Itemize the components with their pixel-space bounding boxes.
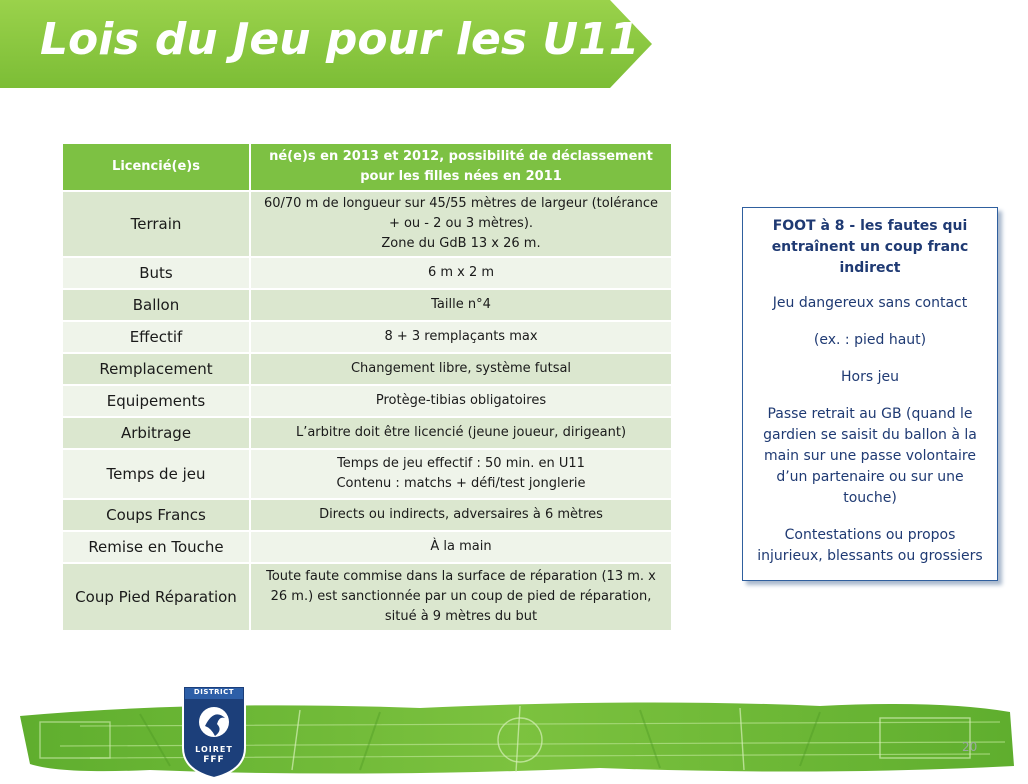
table-row-equipements [62, 385, 672, 417]
row-label: Buts [62, 257, 250, 289]
district-logo [181, 686, 247, 780]
row-label: Coup Pied Réparation [62, 563, 250, 631]
table-header-row [62, 143, 672, 191]
header-value-cell: né(e)s en 2013 et 2012, possibilité de déclassement pour les filles nées en 2011 [250, 143, 672, 191]
table-row-remise-en-touche [62, 531, 672, 563]
row-value: Toute faute commise dans la surface de réparation (13 m. x 26 m.) est sanctionnée par un coup de pied de réparation, situé à 9 mètres du but [250, 563, 672, 631]
faults-item: Passe retrait au GB (quand le gardien se saisit du ballon à la main sur une passe volontaire d’un partenaire ou sur une touche) [763, 406, 977, 506]
title-banner [0, 0, 652, 88]
row-value: 6 m x 2 m [250, 257, 672, 289]
row-value-line: 60/70 m de longueur sur 45/55 mètres de largeur (tolérance + ou - 2 ou 3 mètres). Zone du GdB 13 x 26 m. [263, 196, 659, 251]
table-row-ballon [62, 289, 672, 321]
faults-item: (ex. : pied haut) [813, 332, 927, 348]
row-label: Ballon [62, 289, 250, 321]
logo-loiret-text: LOIRET [195, 745, 233, 754]
row-value: Directs ou indirects, adversaires à 6 mètres [250, 499, 672, 531]
logo-shield-icon [181, 686, 247, 780]
footer-grass-band [0, 696, 1028, 780]
row-value: Taille n°4 [250, 289, 672, 321]
row-value: Changement libre, système futsal [250, 353, 672, 385]
table-row-effectif [62, 321, 672, 353]
faults-box [742, 207, 998, 581]
table-row-arbitrage [62, 417, 672, 449]
row-value: 8 + 3 remplaçants max [250, 321, 672, 353]
page-title: Lois du Jeu pour les U11 [40, 14, 640, 65]
header-label-cell: Licencié(e)s [62, 143, 250, 191]
row-label: Terrain [62, 191, 250, 257]
row-label: Effectif [62, 321, 250, 353]
row-label: Temps de jeu [62, 449, 250, 499]
row-value [250, 191, 672, 257]
table-row-coups-francs [62, 499, 672, 531]
table-row-coup-pied-reparation [62, 563, 672, 631]
logo-fff-text: FFF [203, 755, 225, 765]
faults-item: Hors jeu [841, 369, 899, 385]
row-value: À la main [250, 531, 672, 563]
row-value-line: Temps de jeu effectif : 50 min. en U11 Contenu : matchs + défi/test jonglerie [336, 456, 586, 491]
faults-title: FOOT à 8 - les fautes qui entraînent un coup franc indirect [771, 218, 969, 276]
faults-item: Contestations ou propos injurieux, blessants ou grossiers [757, 527, 983, 564]
row-label: Arbitrage [62, 417, 250, 449]
row-label: Remise en Touche [62, 531, 250, 563]
logo-district-text: DISTRICT [193, 688, 235, 696]
page-number: 20 [962, 740, 978, 754]
row-label: Remplacement [62, 353, 250, 385]
grass-field-graphic [0, 696, 1028, 780]
row-label: Coups Francs [62, 499, 250, 531]
table-row-remplacement [62, 353, 672, 385]
row-value [250, 449, 672, 499]
table-row-terrain [62, 191, 672, 257]
table-row-temps-de-jeu [62, 449, 672, 499]
row-label: Equipements [62, 385, 250, 417]
row-value: Protège-tibias obligatoires [250, 385, 672, 417]
faults-item: Jeu dangereux sans contact [772, 295, 968, 311]
row-value: L’arbitre doit être licencié (jeune joueur, dirigeant) [250, 417, 672, 449]
rules-table [61, 142, 673, 632]
table-row-buts [62, 257, 672, 289]
